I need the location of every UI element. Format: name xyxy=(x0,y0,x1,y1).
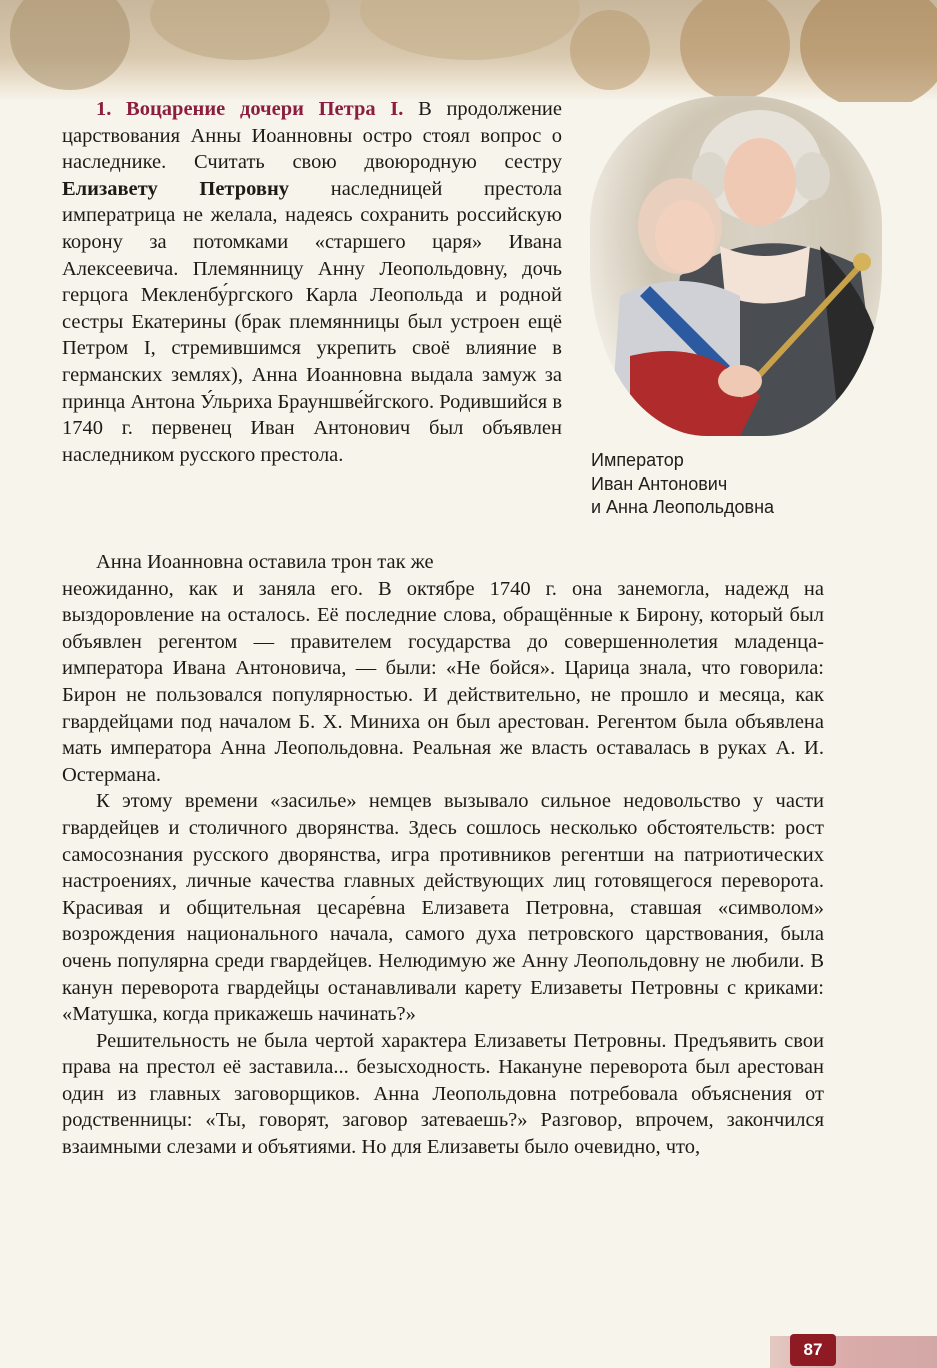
paragraph-3: К этому времени «засилье» немцев вызывало сильное недовольство у части гвардейцев и столичного дворянства. Здесь сошлось несколько обстоятельств: рост самосознания русского дворянства, игра противников регентши на патриотических настроениях, личные качества главных действующих лиц готовящегося переворота. Красивая и общительная цесаре́вна Елизавета Петровна, ставшая «символом» возрождения национального начала, самого духа петровского царствования, была очень популярна среди гвардейцев. Нелюдимую же Анну Леопольдовну не любили. В канун переворота гвардейцы останавливали карету Елизаветы Петровны с криками: «Матушка, когда прикажешь начинать?» xyxy=(62,790,824,1026)
section-heading: 1. Воцарение дочери Петра I. xyxy=(96,98,404,120)
paragraph-2-lead: Анна Иоанновна оставила трон так же xyxy=(96,551,434,573)
caption-line: и Анна Леопольдовна xyxy=(591,497,775,517)
coin-ornament xyxy=(800,0,937,102)
decorative-header-band xyxy=(0,0,937,102)
paragraph-2-text: неожиданно, как и заняла его. В октябре 1740 г. она занемогла, надежд на выздоровление на осталось. Её последние слова, обращённые к Бирону, который был объявлен регентом — правителем государства до совершеннолетия младенца-императора Ивана Антоновича, — были: «Не бойся». Царица знала, что говорила: Бирон не пользовался популярностью. И действительно, не прошло и месяца, как гвардейцами под началом Б. Х. Миниха он был арестован. Регентом была объявлена мать императора Анна Леопольдовна. Реальная же власть оставалась в руках А. И. Остермана. xyxy=(62,577,824,786)
caption-line: Иван Антонович xyxy=(591,473,728,494)
header-ornament xyxy=(10,0,130,90)
portrait-caption xyxy=(591,449,831,520)
coin-ornament xyxy=(570,10,650,90)
header-ornament xyxy=(360,0,580,60)
paragraph-1-text-a: В продолжение царствования Анны Иоанновны остро стоял вопрос о наследнике. Считать свою двоюродную сестру xyxy=(62,98,562,174)
intro-column xyxy=(62,96,562,468)
paragraph-1-bold-name: Елизавету Петровну xyxy=(62,177,290,200)
main-text-column xyxy=(62,549,824,1161)
paragraph-1 xyxy=(62,96,562,468)
portrait-drawing xyxy=(590,96,882,436)
portrait-illustration xyxy=(590,96,882,436)
header-ornament xyxy=(150,0,330,60)
paragraph-1-text-b: наследницей престола императрица не желала, надеясь сохранить российскую корону за потомками «старшего царя» Ивана Алексеевича. Племянницу Анну Леопольдовну, дочь герцога Мекленбу́ргского Карла Леопольда и родной сестры Екатерины (брак племянницы был устроен ещё Петром I, стремившимся укрепить своё влияние в германских землях), Анна Иоанновна выдала замуж за принца Антона У́льриха Брауншве́йгского. Родившийся в 1740 г. первенец Иван Антонович был объявлен наследником русского престола. xyxy=(62,177,562,466)
caption-line: Император xyxy=(591,450,684,470)
coin-ornament xyxy=(680,0,790,100)
paragraph-4: Решительность не была чертой характера Елизаветы Петровны. Предъявить свои права на престол её заставила... безысходность. Накануне переворота был арестован один из главных заговорщиков. Анна Леопольдовна потребовала объяснения от родственницы: «Ты, говорят, заговор затеваешь?» Разговор, впрочем, закончился взаимными слезами и объятиями. Но для Елизаветы было очевидно, что, xyxy=(62,1029,824,1159)
page-number: 87 xyxy=(790,1334,836,1366)
